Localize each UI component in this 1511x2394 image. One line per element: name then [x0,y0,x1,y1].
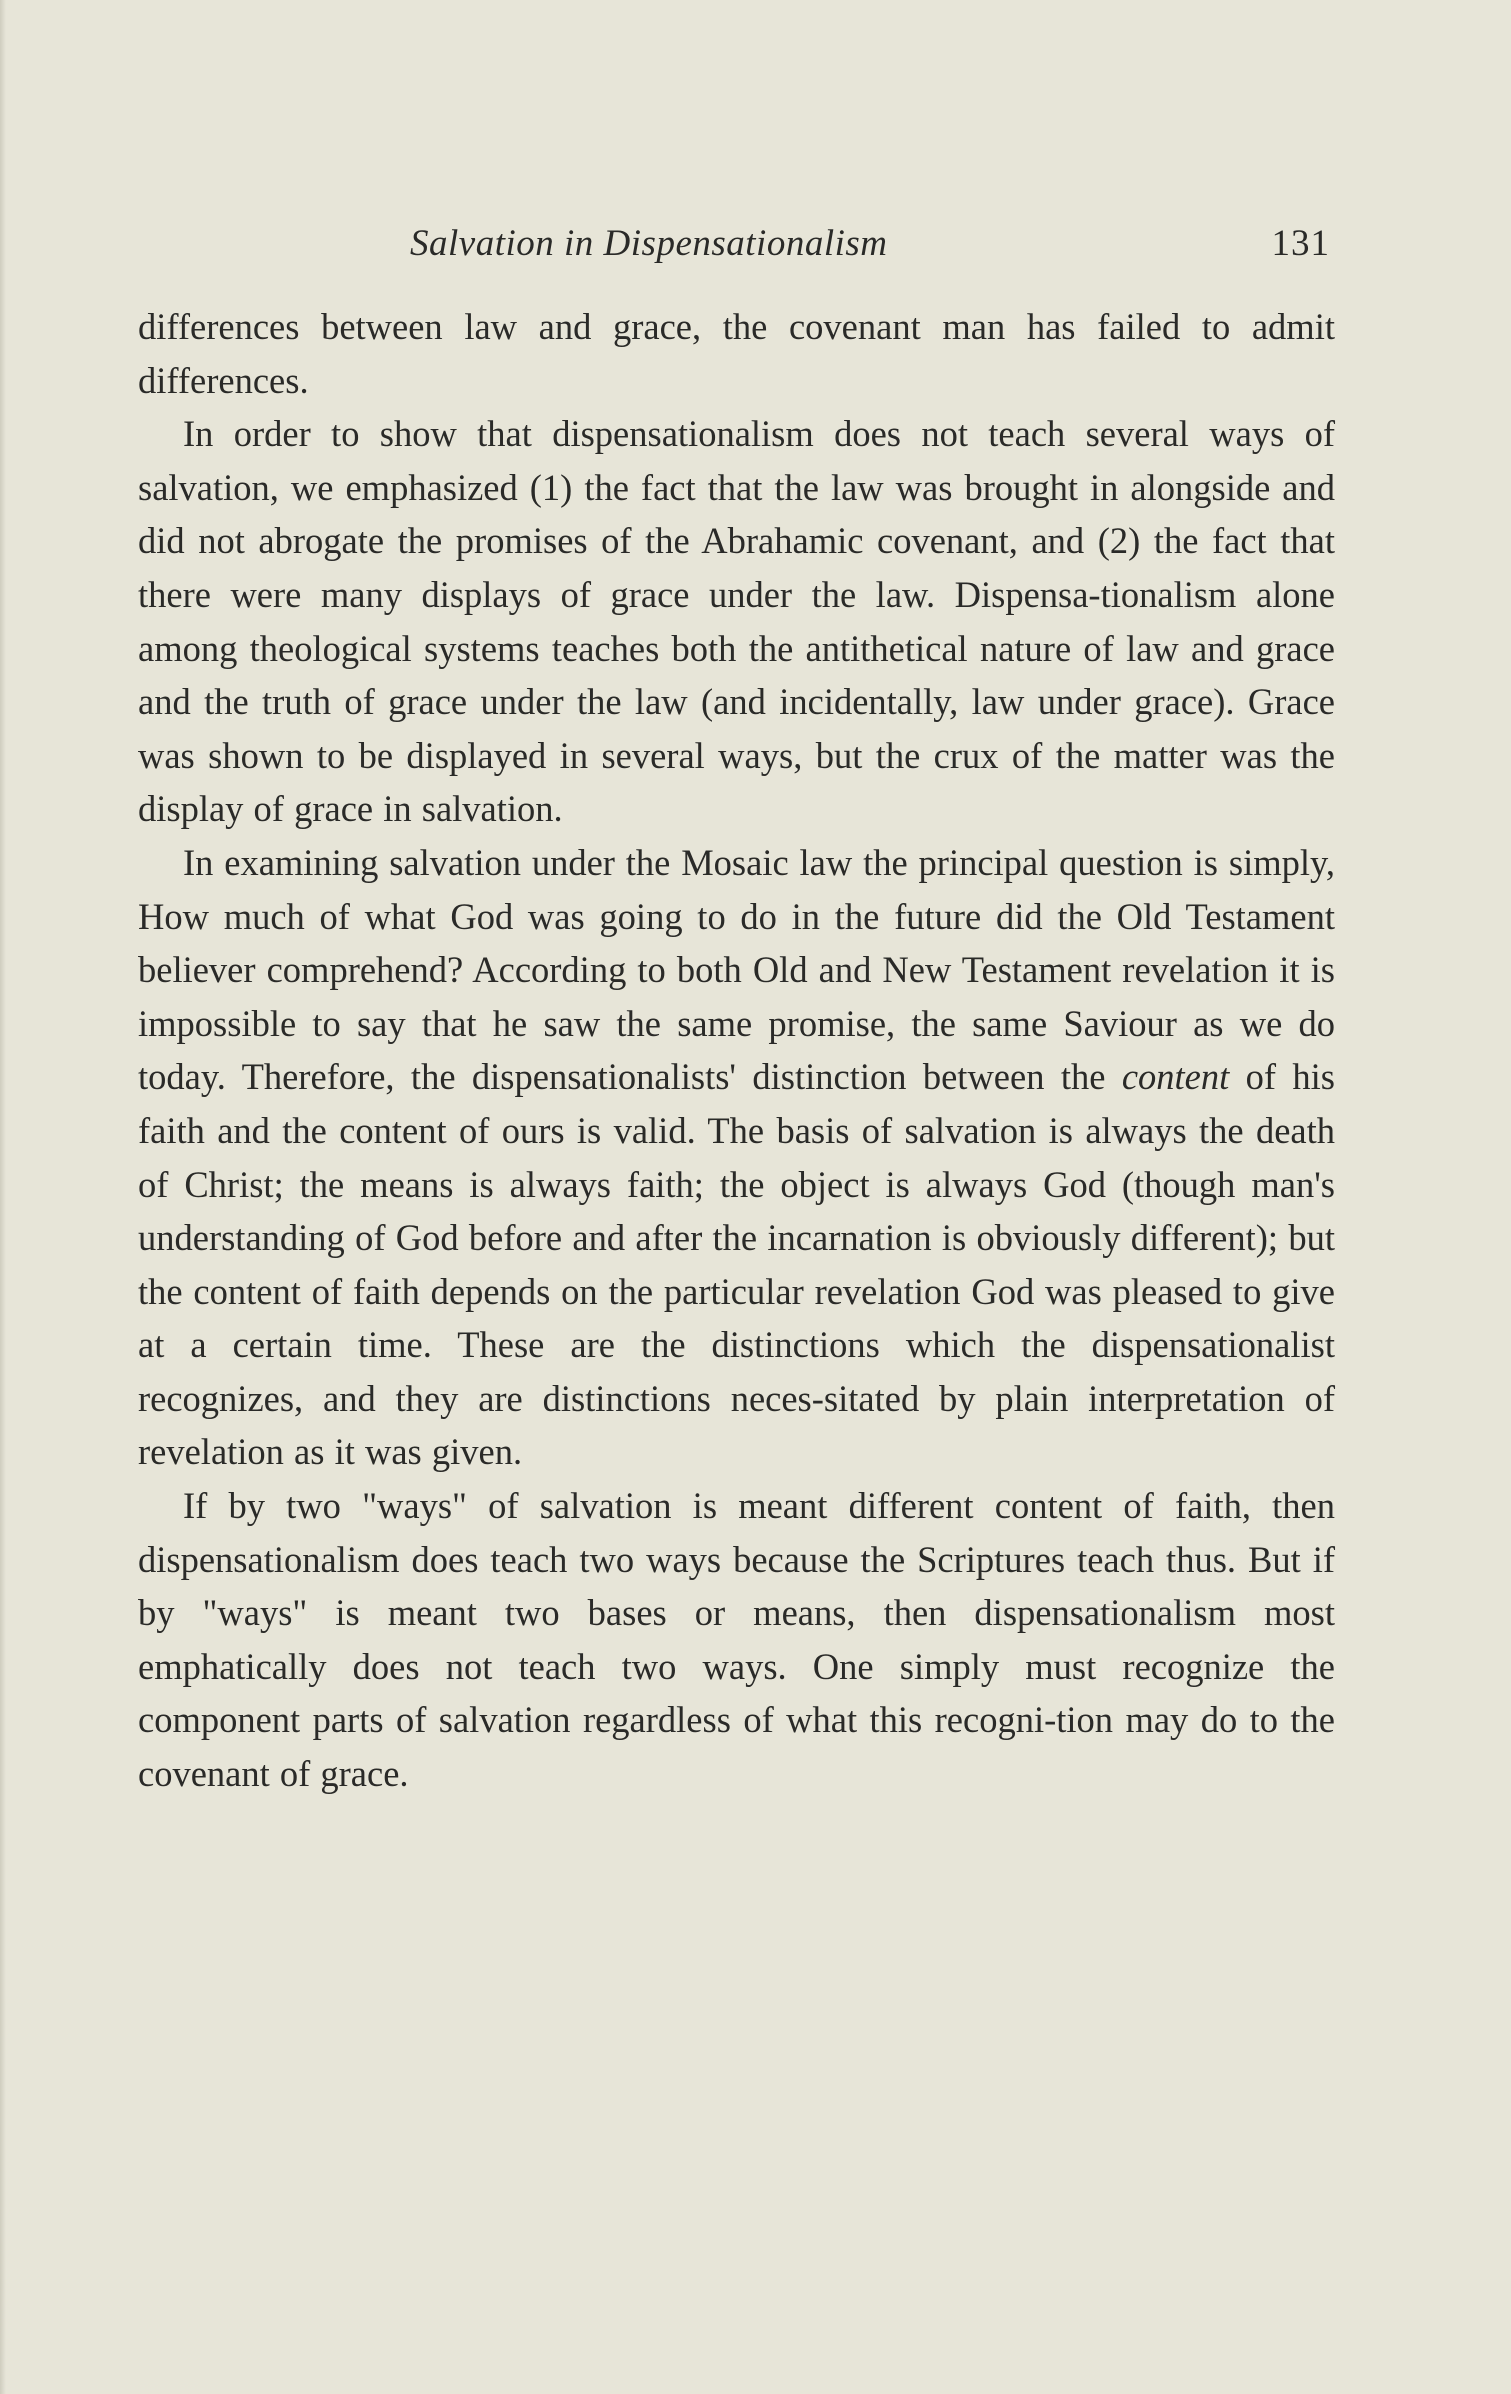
paragraph-text: In examining salvation under the Mosaic law the principal question is simply, How much of what God was going to do in the future did the Old Testament believer comprehend? According to both Old and New Testament revelation it is impossible to say that he saw the same promise, the same Saviour as we do today. Therefore, the dispensationalists' distinction between the [138,841,1335,1098]
body-text [138,300,1335,1801]
paragraph-text: of his faith and the content of ours is valid. The basis of salvation is always the death of Christ; the means is always faith; the object is always God (though man's understanding of God before and after the incarnation is obviously different); but the content of faith depends on the particular revelation God was pleased to give at a certain time. These are the distinctions which the dispensationalist recognizes, and they are distinctions neces-sitated by plain interpretation of revelation as it was given. [138,1056,1336,1473]
page-number: 131 [1271,223,1330,264]
running-head: Salvation in Dispensationalism [410,223,888,264]
paragraph: If by two "ways" of salvation is meant different content of faith, then dispensationalism does teach two ways because the Scriptures teach thus. But if by "ways" is meant two bases or means, then dispensationalism most emphatically does not teach two ways. One simply must recognize the component parts of salvation regardless of what this recogni-tion may do to the covenant of grace. [138,1485,1335,1795]
page-edge [0,0,6,2394]
paragraph [138,836,1335,1479]
paragraph: In order to show that dispensationalism does not teach several ways of salvation, we emphasized (1) the fact that the law was brought in alongside and did not abrogate the promises of the Abrahamic covenant, and (2) the fact that there were many displays of grace under the law. Dispensa-tionalism alone among theological systems teaches both the antithetical nature of law and grace and the truth of grace under the law (and incidentally, law under grace). Grace was shown to be displayed in several ways, but the crux of the matter was the display of grace in salvation. [138,413,1335,830]
emphasized-word: content [1121,1056,1230,1098]
paragraph-continued: differences between law and grace, the covenant man has failed to admit differences. [138,306,1335,401]
page-header [150,222,1330,282]
